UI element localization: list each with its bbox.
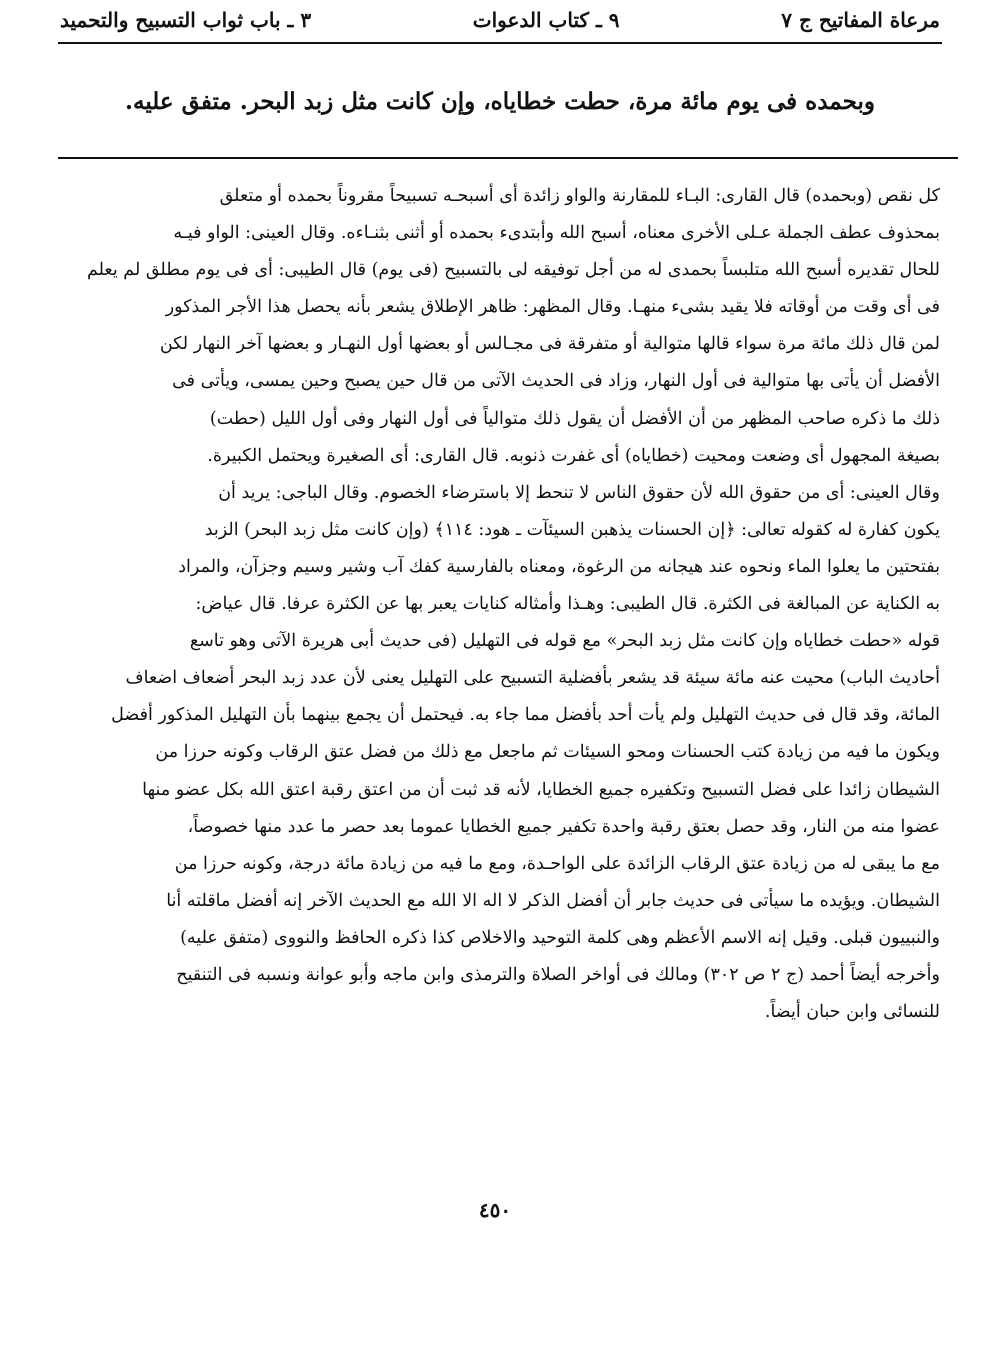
section-divider <box>58 157 958 159</box>
commentary-line: ويكون ما فيه من زيادة كتب الحسنات ومحو السيئات ثم ماجعل مع ذلك من فضل عتق الرقاب وكونه حرزا من <box>155 742 940 763</box>
commentary-line: الشيطان زائدا على فضل التسبيح وتكفيره جميع الخطايا، لأنه قد ثبت أن من اعتق رقبة اعتق الله بكل عضو منها <box>142 779 940 800</box>
hadith-text: وبحمده فى يوم مائة مرة، حطت خطاياه، وإن كانت مثل زبد البحر. متفق عليه. <box>125 88 875 115</box>
header-kitab-title: ٩ ـ كتاب الدعوات <box>472 8 620 32</box>
commentary-line: وقال العينى: أى من حقوق الله لأن حقوق الناس لا تنحط إلا باسترضاء الخصوم. وقال الباجى: يريد أن <box>218 482 940 503</box>
commentary-line: بفتحتين ما يعلوا الماء ونحوه عند هيجانه من الرغوة، ومعناه بالفارسية كفك آب وشير وسيم وجزآن، والمراد <box>178 556 940 577</box>
commentary-line: به الكناية عن المبالغة فى الكثرة. قال الطيبى: وهـذا وأمثاله كنايات يعبر بها عن الكثرة عرفا. قال عياض: <box>195 594 940 615</box>
commentary-line: الأفضل أن يأتى بها متوالية فى أول النهار، وزاد فى الحديث الآتى من قال حين يصبح وحين يمسى، ويأتى فى <box>172 371 940 392</box>
commentary-line: قوله «حطت خطاياه وإن كانت مثل زبد البحر» مع قوله فى التهليل (فى حديث أبى هريرة الآتى وهو تاسع <box>189 631 940 652</box>
commentary-line: والنبييون قبلى. وقيل إنه الاسم الأعظم وهى كلمة التوحيد والاخلاص كذا ذكره الحافظ والنووى (متفق عليه) <box>180 927 940 948</box>
commentary-line: فى أى وقت من أوقاته فلا يقيد بشىء منهـا. وقال المظهر: ظاهر الإطلاق يشعر بأنه يحصل هذا الأجر المذكور <box>165 297 940 318</box>
page-number: ٤٥٠ <box>478 1198 512 1222</box>
commentary-line: للحال تقديره أسبح الله متلبساً بحمدى له من أجل توفيقه لى بالتسبيح (فى يوم) قال الطيبى: أى فى يوم مطلق لم يعلم <box>86 260 940 281</box>
header-rule <box>58 42 942 44</box>
commentary-line: بصيغة المجهول أى وضعت ومحيت (خطاياه) أى غفرت ذنوبه. قال القارى: أى الصغيرة ويحتمل الكبيرة. <box>207 445 940 466</box>
commentary-line: المائة، وقد قال فى حديث التهليل ولم يأت أحد بأفضل مما جاء به. فيحتمل أن يجمع بينهما بأن التهليل المذكور أفضل <box>111 705 940 726</box>
header-bab-title: ٣ ـ باب ثواب التسبيح والتحميد <box>60 8 312 32</box>
commentary-line: لمن قال ذلك مائة مرة سواء قالها متوالية أو متفرقة فى مجـالس أو بعضها أول النهـار و بعضها آخر النهار لكن <box>159 334 940 355</box>
header-book-title: مرعاة المفاتيح ج ٧ <box>781 8 940 32</box>
running-header <box>60 2 940 38</box>
commentary-line: عضوا منه من النار، وقد حصل بعتق رقبة واحدة تكفير جميع الخطايا عموما بعد حصر ما عدد منها خصوصاً، <box>187 816 940 837</box>
commentary-line: أحاديث الباب) محيت عنه مائة سيئة قد يشعر بأفضلية التسبيح على التهليل يعنى لأن عدد زبد البحر أضعاف اضعاف <box>125 668 940 689</box>
commentary-body <box>60 178 940 1031</box>
commentary-line: كل نقص (وبحمده) قال القارى: البـاء للمقارنة والواو زائدة أى أسبحـه تسبيحاً مقروناً بحمده أو متعلق <box>219 186 940 206</box>
commentary-line: وأخرجه أيضاً أحمد (ج ٢ ص ٣٠٢) ومالك فى أواخر الصلاة والترمذى وابن ماجه وأبو عوانة ونسبه فى التنقيح <box>176 964 940 985</box>
commentary-line: يكون كفارة له كقوله تعالى: ﴿إن الحسنات يذهبن السيئآت ـ هود: ١١٤﴾ (وإن كانت مثل زبد البحر) الزبد <box>204 519 940 540</box>
commentary-line: ذلك ما ذكره صاحب المظهر من أن الأفضل أن يقول ذلك متوالياً فى أول النهار وفى أول الليل (حطت) <box>209 408 940 429</box>
commentary-line: للنسائى وابن حبان أيضاً. <box>764 1002 940 1023</box>
commentary-line: مع ما يبقى له من زيادة عتق الرقاب الزائدة على الواحـدة، ومع ما فيه من زيادة مائة درجة، وكونه حرزا من <box>174 853 940 874</box>
commentary-line: بمحذوف عطف الجملة عـلى الأخرى معناه، أسبح الله وأبتدىء بحمده أو أثنى بثنـاءه. وقال العينى: الواو فيـه <box>173 223 940 244</box>
commentary-line: الشيطان. ويؤيده ما سيأتى فى حديث جابر أن أفضل الذكر لا اله الا الله مع الحديث الآخر إنه أفضل ماقلته أنا <box>166 890 940 911</box>
